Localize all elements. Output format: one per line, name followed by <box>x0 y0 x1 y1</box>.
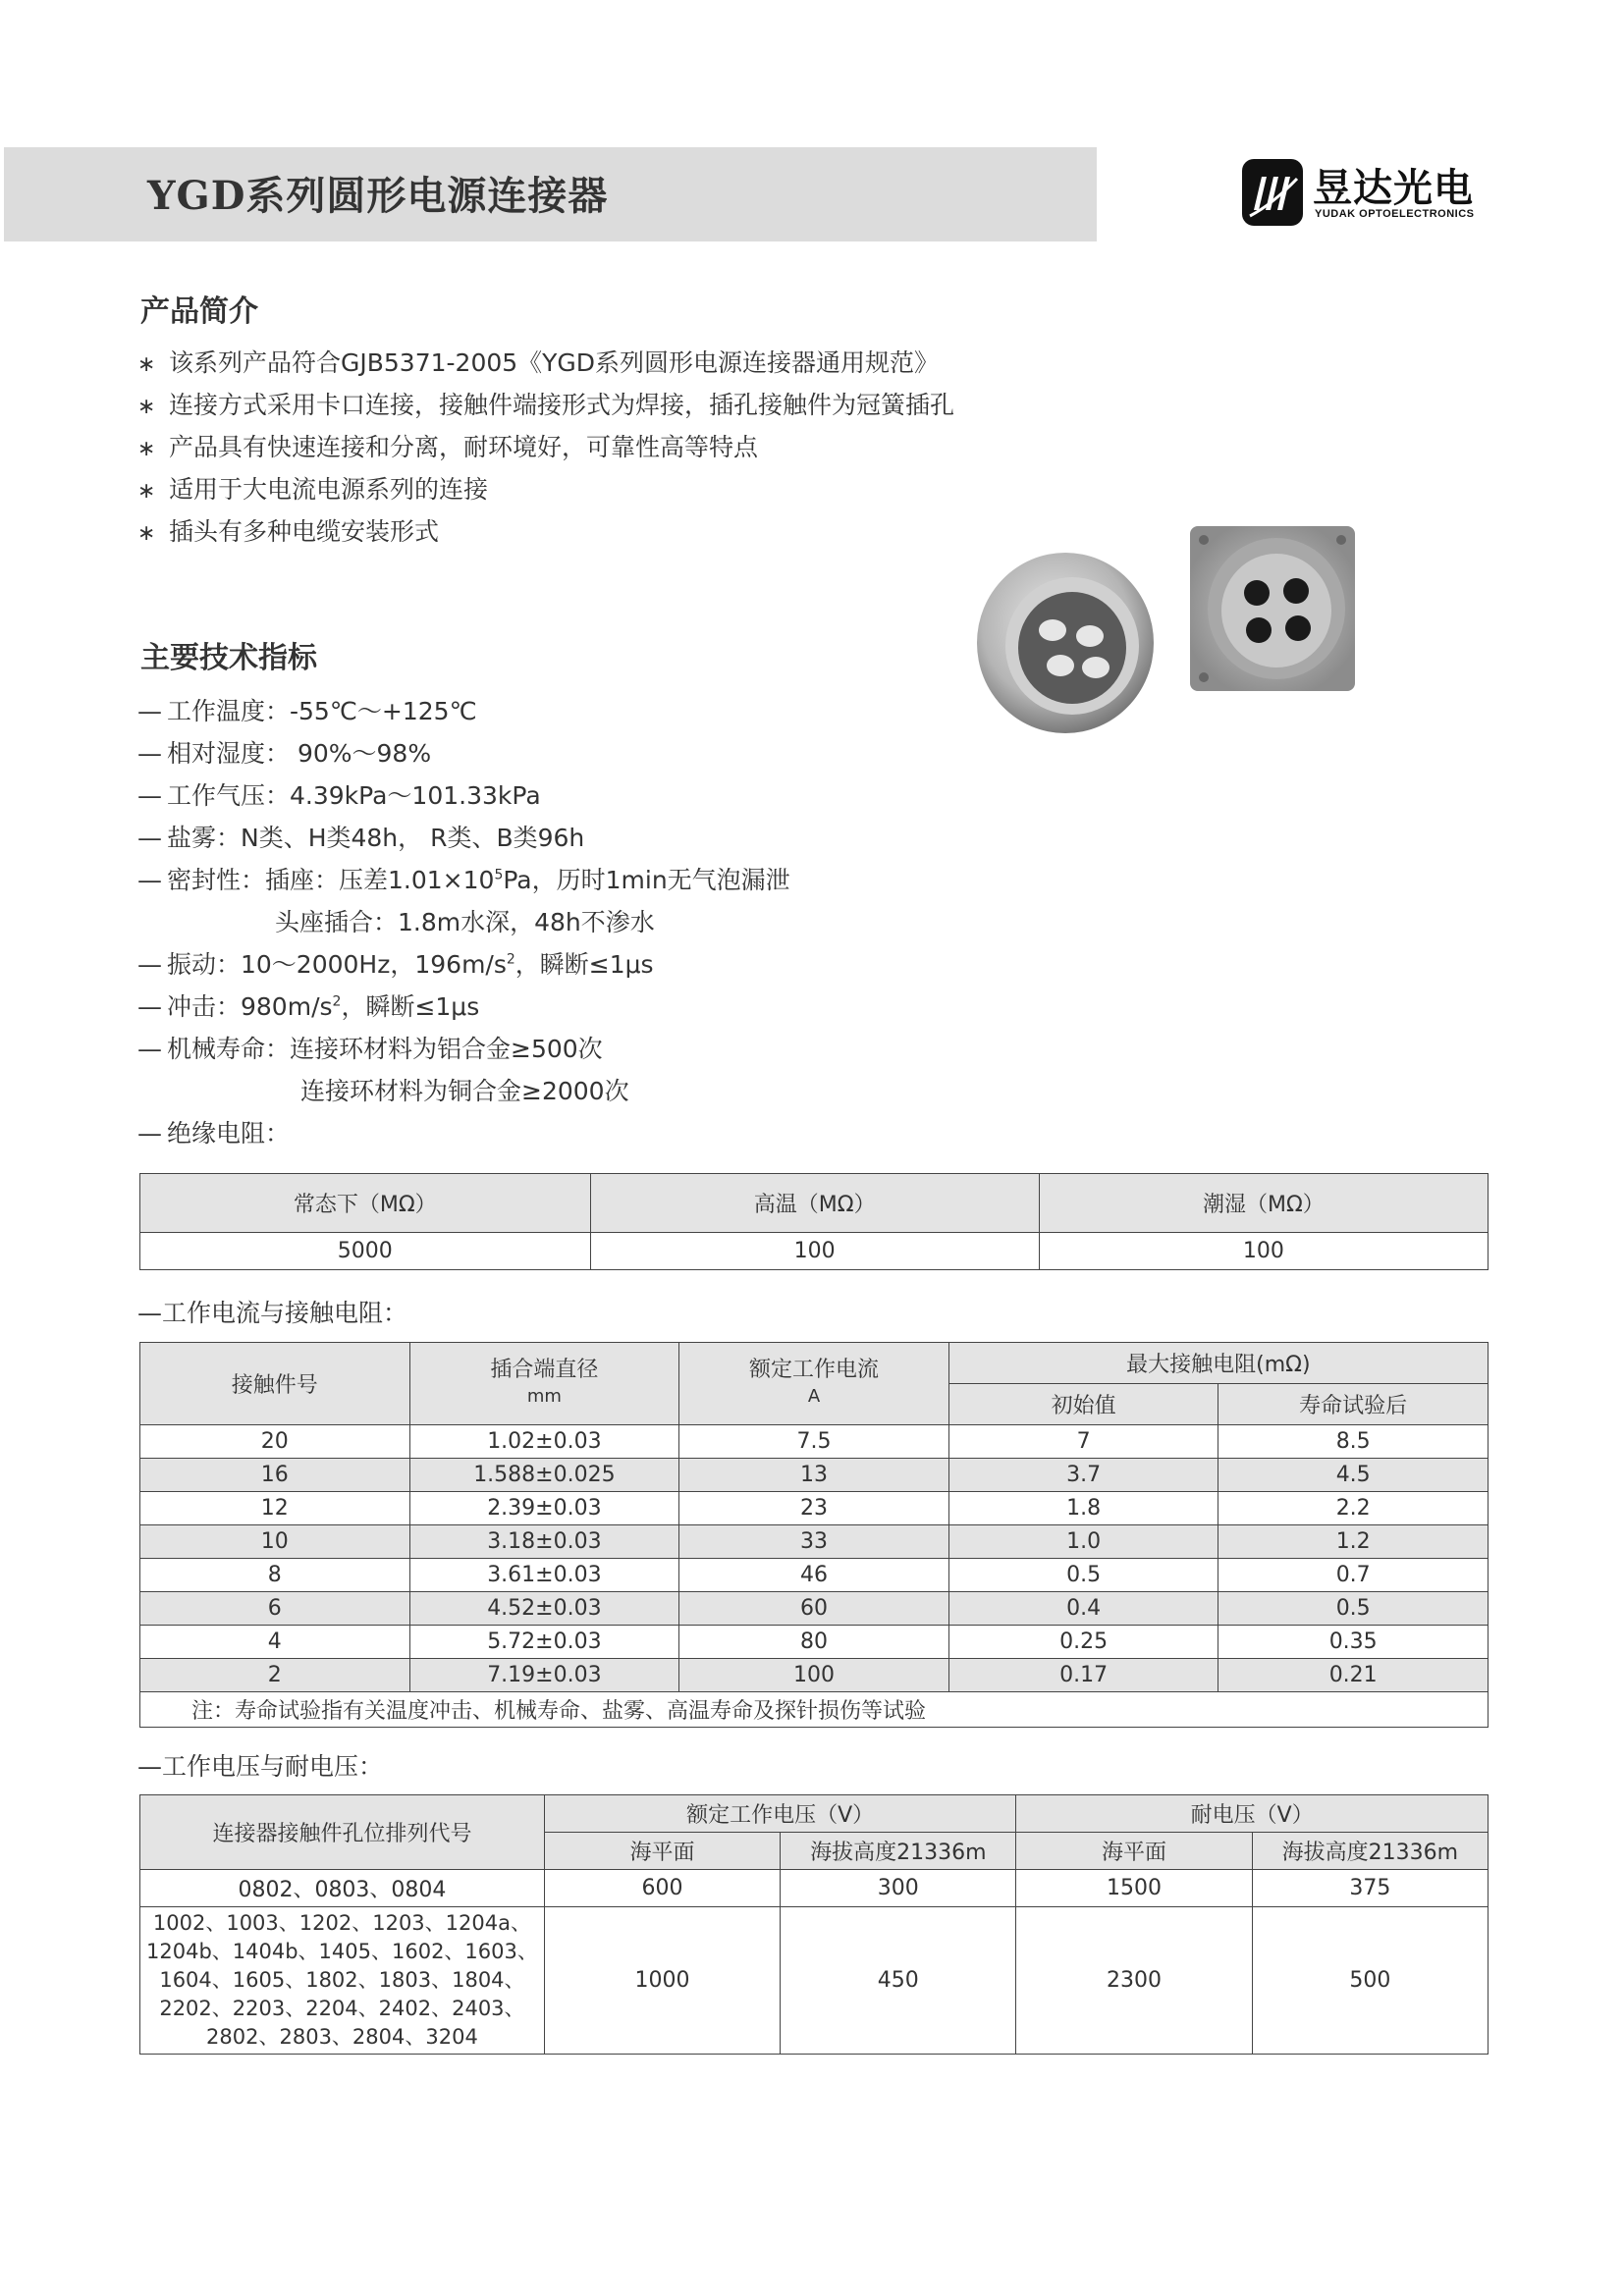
list-item: ∗ 产品具有快速连接和分离，耐环境好，可靠性高等特点 <box>137 433 759 461</box>
table-row: 海平面 海拔高度21336m 海平面 海拔高度21336m <box>140 1833 1489 1870</box>
table-row: 10 3.18±0.03 33 1.0 1.2 <box>140 1525 1489 1559</box>
current-resistance-table <box>139 1342 1489 1728</box>
list-item: ∗ 该系列产品符合GJB5371-2005《YGD系列圆形电源连接器通用规范》 <box>137 348 940 377</box>
voltage-table <box>139 1794 1489 2055</box>
table-row: 初始值 寿命试验后 <box>140 1384 1489 1425</box>
logo-mark-icon <box>1240 157 1305 228</box>
list-item: ∗ 适用于大电流电源系列的连接 <box>137 475 489 504</box>
table-row: 连接器接触件孔位排列代号 额定工作电压（V） 耐电压（V） <box>140 1795 1489 1833</box>
spec-working-temp: — 工作温度：-55℃～+125℃ <box>137 697 477 725</box>
page-title: YGD系列圆形电源连接器 <box>147 173 609 219</box>
spec-mech-life: — 机械寿命：连接环材料为铝合金≥500次 <box>137 1035 603 1063</box>
table-row: 4 5.72±0.03 80 0.25 0.35 <box>140 1626 1489 1659</box>
receptacle-connector-icon <box>1190 526 1355 691</box>
logo-english-name: YUDAK OPTOELECTRONICS <box>1315 208 1475 220</box>
table-row: 16 1.588±0.025 13 3.7 4.5 <box>140 1459 1489 1492</box>
spec-vibration: — 振动：10～2000Hz，$196m/s^2$，瞬断≤1μs <box>137 950 654 979</box>
intro-list <box>137 344 954 555</box>
table-row: 8 3.61±0.03 46 0.5 0.7 <box>140 1559 1489 1592</box>
table-row: 2 7.19±0.03 100 0.17 0.21 <box>140 1659 1489 1692</box>
spec-shock: — 冲击：$980m/s^2$，瞬断≤1μs <box>137 992 480 1021</box>
spec-insulation: — 绝缘电阻： <box>137 1119 291 1148</box>
list-item: ∗ 连接方式采用卡口连接，接触件端接形式为焊接，插孔接触件为冠簧插孔 <box>137 391 955 419</box>
table-row: 12 2.39±0.03 23 1.8 2.2 <box>140 1492 1489 1525</box>
spec-salt-fog: — 盐雾：N类、H类48h， R类、B类96h <box>137 824 585 852</box>
voltage-section-label: —工作电压与耐电压： <box>137 1752 384 1781</box>
table-row: 20 1.02±0.03 7.5 7 8.5 <box>140 1425 1489 1459</box>
table-row: 常态下（MΩ） 高温（MΩ） 潮湿（MΩ） <box>140 1174 1489 1233</box>
intro-heading: 产品简介 <box>140 294 258 329</box>
spec-sealing: — 密封性：插座：压差$1.01\times 10^5Pa$，历时1min无气泡漏泄 <box>137 866 790 894</box>
spec-humidity: — 相对湿度： 90%～98% <box>137 739 432 768</box>
spec-sealing-line2: 头座插合：1.8m水深，48h不渗水 <box>275 908 655 936</box>
table-row: 6 4.52±0.03 60 0.4 0.5 <box>140 1592 1489 1626</box>
current-section-label: —工作电流与接触电阻： <box>137 1299 408 1327</box>
insulation-table <box>139 1173 1489 1270</box>
company-logo <box>1240 149 1486 240</box>
table-row: 接触件号 插合端直径 mm 额定工作电流 A 最大接触电阻(mΩ) <box>140 1343 1489 1384</box>
spec-pressure: — 工作气压：4.39kPa～101.33kPa <box>137 781 541 810</box>
table-row: 5000 100 100 <box>140 1233 1489 1270</box>
specs-heading: 主要技术指标 <box>140 641 317 675</box>
plug-connector-icon <box>977 553 1154 733</box>
list-item: ∗ 插头有多种电缆安装形式 <box>137 517 440 546</box>
logo-chinese-name: 昱达光电 <box>1313 166 1474 211</box>
spec-list <box>137 692 790 1156</box>
table-note-row: 注：寿命试验指有关温度冲击、机械寿命、盐雾、高温寿命及探针损伤等试验 <box>140 1692 1489 1728</box>
spec-mech-life-line2: 连接环材料为铜合金≥2000次 <box>300 1077 629 1105</box>
connector-photo <box>962 520 1375 746</box>
table-row: 0802、0803、0804 600 300 1500 375 <box>140 1870 1489 1907</box>
table-row: 1002、1003、1202、1203、1204a、 1204b、1404b、1405、1602、1603、 1604、1605、1802、1803、1804、 2202、2203、2204、2402、2403、 2802、2803、2804、3204 1000 450 2300 500 <box>140 1907 1489 2055</box>
